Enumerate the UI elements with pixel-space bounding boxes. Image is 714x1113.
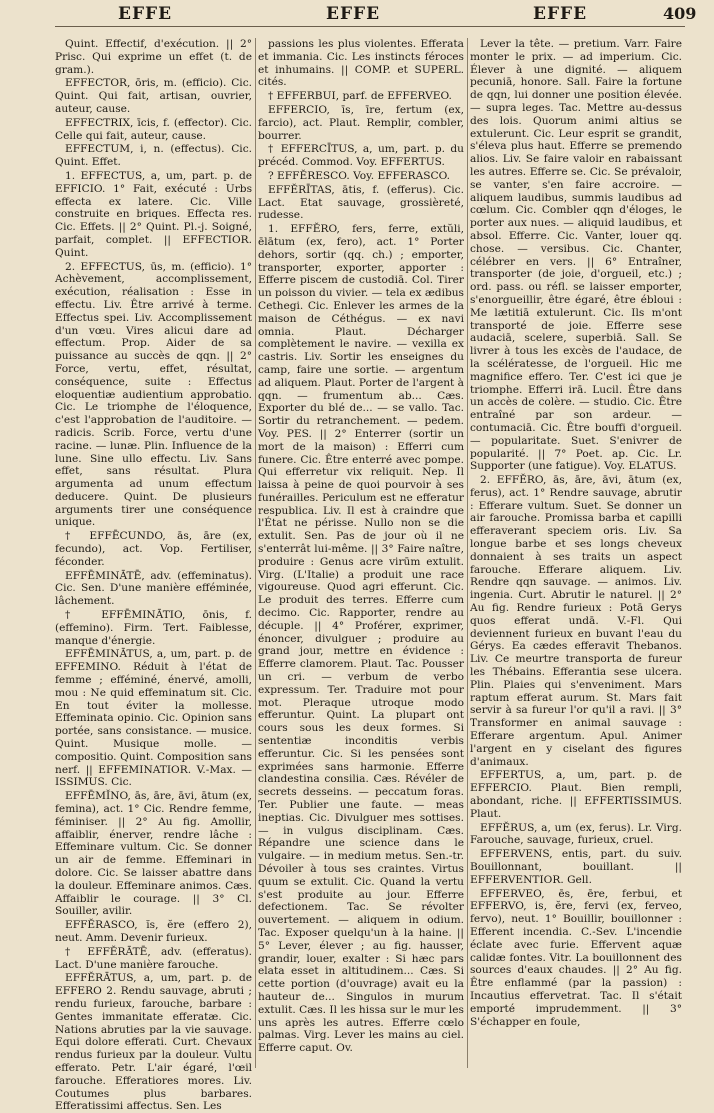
dictionary-entry: 1. EFFĔRO, fers, ferre, extŭli, ēlātum (ex, fero), act. 1° Porter dehors, sortir (qq. ch.) ; emporter, transporter, exporter, apporter : Efferre piscem de custodiā. Col. Tirer un poisson du vivier. — tela ex ædibus Cethegi. Cic. Enlever les armes de la maison de Céthégus. — ex navi omnia. Plaut. Décharger complètement le navire. — vexilla ex castris. Liv. Sortir les enseignes du camp, faire une sortie. — argentum ad aliquem. Plaut. Porter de l'argent à qqn. — frumentum ab... Cæs. Exporter du blé de... — se vallo. Tac. Sortir du retranchement. — pedem. Voy. PES. || 2° Enterrer (sortir un mort de la maison) : Efferri cum funere. Cic. Être enterré avec pompe. Qui efferretur vix reliquit. Nep. Il laissa à peine de quoi pourvoir à ses funérailles. Periculum est ne efferatur respublica. Liv. Il est à craindre que l'État ne périsse. Nullo non se die extulit. Sen. Pas de jour où il ne s'enterrât lui-même. || 3° Faire naître, produire : Genus acre virūm extulit. Virg. (L'Italie) a produit une race vigoureuse. Quod agri efferunt. Cic. Le produit des terres. Efferre cum decimo. Cic. Rapporter, rendre au décuple. || 4° Proférer, exprimer, énoncer, divulguer ; produire au grand jour, mettre en évidence : Efferre clamorem. Plaut. Tac. Pousser un cri. — verbum de verbo expressum. Ter. Traduire mot pour mot. Pleraque utroque modo efferuntur. Quint. La plupart ont cours sous les deux formes. Si sententiæ inconditis verbis efferuntur. Cic. Si les pensées sont exprimées sans harmonie. Efferre clandestina consilia. Cæs. Révéler de secrets desseins. — peccatum foras. Ter. Publier une faute. — meas ineptias. Cic. Divulguer mes sottises. — in vulgus disciplinam. Cæs. Répandre une science dans le vulgaire. — in medium metus. Sen.-tr. Dévoiler à tous ses craintes. Virtus quum se extulit. Cic. Quand la vertu s'est produite au jour. Efferre defectionem. Tac. Se révolter ouvertement. — aliquem in odium. Tac. Exposer quelqu'un à la haine. || 5° Lever, élever ; au fig. hausser, grandir, louer, exalter : Si hæc pars elata esset in altitudinem... Cæs. Si cette portion (d'ouvrage) avait eu la hauteur de... Singulos in murum extulit. Cæs. Il les hissa sur le mur les uns après les autres. Efferre cœlo palmas. Virg. Lever les mains au ciel. Efferre caput. Ov. xyxy=(258,223,464,1055)
dictionary-entry: † EFFĒMINĀTIO, ōnis, f. (effemino). Firm. Tert. Faiblesse, manque d'énergie. xyxy=(55,609,252,647)
dictionary-entry: EFFERVEO, ēs, ēre, ferbui, et EFFERVO, is, ĕre, fervi (ex, ferveo, fervo), neut. 1° Bouillir, bouillonner : Efferent incendia. C.-Sev. L'incendie éclate avec furie. Effervent aquæ calidæ fontes. Vitr. La bouillonnent des sources d'eaux chaudes. || 2° Au fig. Être enflammé (par la passion) : Incautius effervetrat. Tac. Il s'était emporté imprudemment. || 3° S'échapper en foule, xyxy=(470,887,682,1028)
right-running-head: EFFE xyxy=(533,4,588,24)
dictionary-entry: EFFĒMINĀTUS, a, um, part. p. de EFFEMINO. Réduit à l'état de femme ; efféminé, énervé, amolli, mou : Ne quid effeminatum sit. Cic. En tout éviter la mollesse. Effeminata opinio. Cic. Opinion sans portée, sans consistance. — musice. Quint. Musique molle. — compositio. Quint. Composition sans nerf. || EFFEMINATIOR. V.-Max. — ISSIMUS. Cic. xyxy=(55,648,252,789)
dictionary-entry: EFFECTRIX, īcis, f. (effector). Cic. Celle qui fait, auteur, cause. xyxy=(55,116,252,142)
column-separator-1 xyxy=(255,38,256,1068)
dictionary-entry: EFFECTOR, ōris, m. (efficio). Cic. Quint. Qui fait, artisan, ouvrier, auteur, cause. xyxy=(55,77,252,115)
column-right xyxy=(470,38,682,1068)
dictionary-entry: † EFFERBUI, parf. de EFFERVEO. xyxy=(268,90,452,103)
header-rule xyxy=(55,26,685,27)
column-middle xyxy=(258,38,464,1068)
dictionary-entry: 2. EFFĔRO, ās, āre, āvi, ātum (ex, ferus), act. 1° Rendre sauvage, abrutir : Efferare vultum. Suet. Se donner un air farouche. Promissa barba et capilli efferaverant speciem oris. Liv. Sa longue barbe et ses longs cheveux donnaient à ses traits un aspect farouche. Efferare aliquem. Liv. Rendre qqn sauvage. — animos. Liv. ingenia. Curt. Abrutir le naturel. || 2° Au fig. Rendre furieux : Potā Gerys quos efferat undā. V.-Fl. Qui deviennent furieux en buvant l'eau du Gérys. Ea cædes efferavit Thebanos. Liv. Ce meurtre transporta de fureur les Thébains. Efferantia sese ulcera. Plin. Plaies qui s'enveniment. Mars raptum efferat aurum. St. Mars fait servir à sa fureur l'or qu'il a ravi. || 3° Transformer en animal sauvage : Efferare argentum. Apul. Animer l'argent en y ciselant des figures d'animaux. xyxy=(470,474,682,768)
dictionary-entry: EFFĔRĀTUS, a, um, part. p. de EFFERO 2. Rendu sauvage, abruti ; rendu furieux, farouche, barbare : Gentes immanitate efferatæ. Cic. Nations abruties par la vie sauvage. Equi dolore efferati. Curt. Chevaux rendus furieux par la douleur. Vultu efferato. Petr. L'air égaré, l'œil farouche. Efferatiores mores. Liv. Coutumes plus barbares. Efferatissimi affectus. Sen. Les xyxy=(55,972,252,1113)
dictionary-entry: EFFĔRASCO, ĭs, ĕre (effero 2), neut. Amm. Devenir furieux. xyxy=(55,919,252,944)
dictionary-entry: EFFERVENS, entis, part. du suiv. Bouillonnant, bouillant. || EFFERVENTIOR. Gell. xyxy=(470,848,682,886)
column-left xyxy=(55,38,252,1113)
dictionary-entry: EFFĔRĪTAS, ātis, f. (efferus). Cic. Lact. Etat sauvage, grossièreté, rudesse. xyxy=(258,183,464,222)
dictionary-entry: Quint. Effectif, d'exécution. || 2° Prisc. Qui exprime un effet (t. de gram.). xyxy=(55,38,252,76)
dictionary-entry: passions les plus violentes. Efferata et immania. Cic. Les instincts féroces et inhumains. || COMP. et SUPERL. cités. xyxy=(258,38,464,89)
dictionary-entry: EFFECTUM, i, n. (effectus). Cic. Quint. Effet. xyxy=(55,143,252,169)
center-running-head: EFFE xyxy=(326,4,381,24)
dictionary-entry: ? EFFĔRESCO. Voy. EFFERASCO. xyxy=(268,169,451,182)
dictionary-entry: EFFĒMINĀTĒ, adv. (effeminatus). Cic. Sen. D'une manière efféminée, lâchement. xyxy=(55,569,252,608)
dictionary-entry: 2. EFFECTUS, ūs, m. (efficio). 1° Achèvement, accomplissement, exécution, réalisation : Esse in effectu. Liv. Être arrivé à terme. Effectus spei. Liv. Accomplissement d'un vœu. Vires alicui dare ad effectum. Prop. Aider de sa puissance au succès de qqn. || 2° Force, vertu, effet, résultat, conséquence, suite : Effectus eloquentiæ audientium approbatio. Cic. Le triomphe de l'éloquence, c'est l'approbation de l'auditoire. — radicis. Scrib. Force, vertu d'une racine. — lunæ. Plin. Influence de la lune. Sine ullo effectu. Liv. Sans effet, sans résultat. Plura argumenta ad unum effectum deducere. Quint. De plusieurs arguments tirer une conséquence unique. xyxy=(55,260,252,529)
dictionary-entry: EFFERCIO, īs, īre, fertum (ex, farcio), act. Plaut. Remplir, combler, bourrer. xyxy=(258,103,464,142)
page-number: 409 xyxy=(663,4,697,23)
dictionary-entry: EFFĔRUS, a, um (ex, ferus). Lr. Virg. Farouche, sauvage, furieux, cruel. xyxy=(470,821,682,847)
column-separator-2 xyxy=(467,38,468,1068)
dictionary-entry: EFFERTUS, a, um, part. p. de EFFERCIO. Plaut. Bien rempli, abondant, riche. || EFFERTISSIMUS. Plaut. xyxy=(470,769,682,820)
dictionary-entry: † EFFERCĪTUS, a, um, part. p. du précéd. Commod. Voy. EFFERTUS. xyxy=(258,143,464,169)
dictionary-entry: † EFFĔRĀTĒ, adv. (efferatus). Lact. D'une manière farouche. xyxy=(55,945,252,971)
dictionary-entry: † EFFĒCUNDO, ās, āre (ex, fecundo), act. Vop. Fertiliser, féconder. xyxy=(55,530,252,568)
dictionary-entry: EFFĒMĬNO, ās, āre, āvi, ātum (ex, femina), act. 1° Cic. Rendre femme, féminiser. || 2° Au fig. Amollir, affaiblir, énerver, rendre lâche : Effeminare vultum. Cic. Se donner un air de femme. Effeminari in dolore. Cic. Se laisser abattre dans la douleur. Effeminare animos. Cæs. Affaiblir le courage. || 3° Cl. Souiller, avilir. xyxy=(55,790,252,918)
dictionary-entry: Lever la tête. — pretium. Varr. Faire monter le prix. — ad imperium. Cic. Élever à une dignité. — aliquem pecuniā, honore. Sall. Faire la fortune de qqn, lui donner une position élevée. — supra leges. Tac. Mettre au-dessus des lois. Quorum animi altius se extulerunt. Cic. Leur esprit se grandit, s'éleva plus haut. Efferre se premendo alios. Liv. Se faire valoir en rabaissant les autres. Efferre se. Cic. Se prévaloir, se vanter, s'en faire accroire. — aliquem laudibus, summis laudibus ad cœlum. Cic. Combler qqn d'éloges, le porter aux nues. — aliquid laudibus, et absol. Efferre. Cic. Vanter, louer qq. chose. — versibus. Cic. Chanter, célébrer en vers. || 6° Entraîner, transporter (de joie, d'orgueil, etc.) ; ord. pass. ou réfl. se laisser emporter, s'enorgueillir, être égaré, être ébloui : Me lætitiā extulerunt. Cic. Ils m'ont transporté de joie. Efferre sese audaciā, scelere, superbiā. Sall. Se livrer à tous les excès de l'audace, de la scélératesse, de l'orgueil. Hic me magnifice effero. Ter. C'est ici que je triomphe. Efferri irā. Lucil. Être dans un accès de colère. — studio. Cic. Être entraîné par son ardeur. — contumaciā. Cic. Être bouffi d'orgueil. — popularitate. Suet. S'enivrer de popularité. || 7° Poet. ap. Cic. Lr. Supporter (une fatigue). Voy. ELATUS. xyxy=(470,38,682,473)
left-running-head: EFFE xyxy=(118,4,173,24)
dictionary-entry: 1. EFFECTUS, a, um, part. p. de EFFICIO. 1° Fait, exécuté : Urbs effecta ex latere. Cic. Ville construite en briques. Effecta res. Cic. Effets. || 2° Quint. Pl.-j. Soigné, parfait, complet. || EFFECTIOR. Quint. xyxy=(55,169,252,259)
page-header xyxy=(0,0,714,24)
